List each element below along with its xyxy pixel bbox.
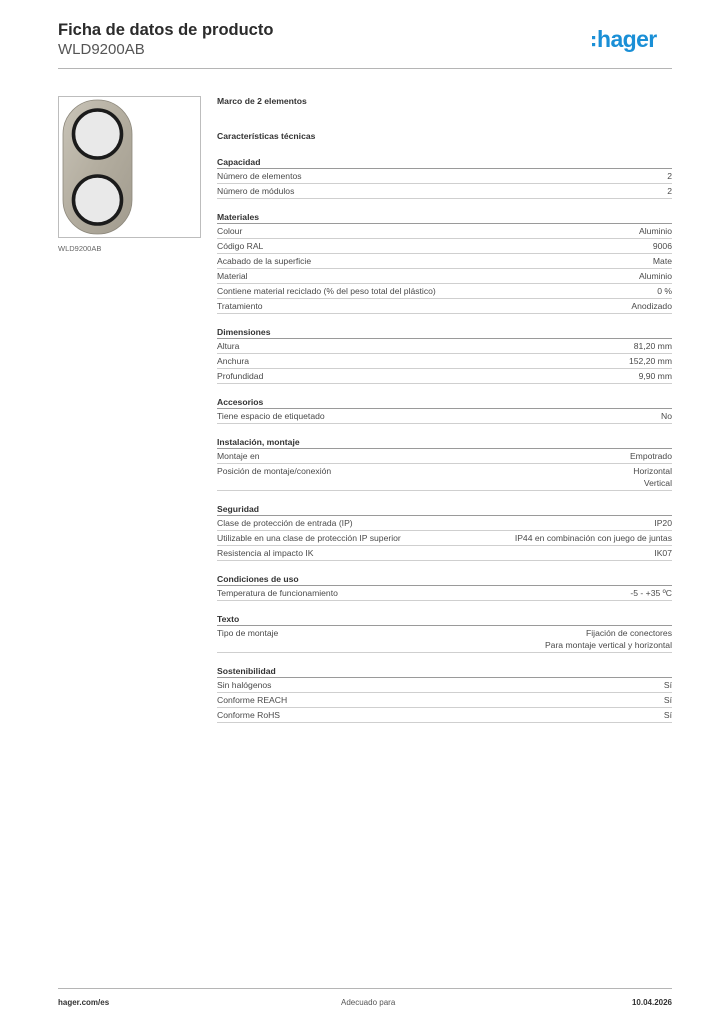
section-title: Sostenibilidad: [217, 665, 672, 678]
section-title: Dimensiones: [217, 326, 672, 339]
spec-value: [667, 185, 672, 197]
spec-value-line: Fijación de conectores: [586, 628, 672, 638]
spec-label: Posición de montaje/conexión: [217, 466, 332, 476]
spec-label: Conforme RoHS: [217, 710, 281, 720]
spec-value-line: Sí: [663, 680, 672, 690]
section-title: Texto: [217, 613, 672, 626]
spec-row: [217, 531, 672, 546]
page-title: Ficha de datos de producto: [58, 21, 274, 39]
spec-value-line: No: [661, 411, 672, 421]
spec-value-line: 9,90 mm: [638, 371, 672, 381]
spec-row: [217, 284, 672, 299]
spec-label: Altura: [217, 341, 240, 351]
spec-label: Material: [217, 271, 248, 281]
spec-row: [217, 239, 672, 254]
spec-value-line: 2: [667, 186, 672, 196]
spec-value: [664, 679, 672, 691]
spec-value: [654, 517, 672, 529]
spec-label: Colour: [217, 226, 243, 236]
spec-label: Sin halógenos: [217, 680, 272, 690]
spec-label: Tratamiento: [217, 301, 263, 311]
spec-row: [217, 254, 672, 269]
spec-value-line: 152,20 mm: [629, 356, 672, 366]
spec-value: [667, 170, 672, 182]
spec-label: Montaje en: [217, 451, 260, 461]
spec-value: [661, 410, 672, 422]
spec-value: [654, 547, 672, 559]
footer-suitable-for: Adecuado para: [341, 998, 396, 1007]
spec-value-line: IP44 en combinación con juego de juntas: [514, 533, 672, 543]
spec-label: Número de módulos: [217, 186, 295, 196]
spec-value: [657, 285, 672, 297]
spec-label: Temperatura de funcionamiento: [217, 588, 338, 598]
spec-value: [631, 300, 672, 312]
spec-row: [217, 299, 672, 314]
spec-value: [515, 532, 672, 544]
spec-value: [545, 627, 672, 651]
spec-row: [217, 693, 672, 708]
spec-row: [217, 516, 672, 531]
product-name: Marco de 2 elementos: [217, 96, 307, 106]
spec-label: Anchura: [217, 356, 250, 366]
spec-value: [639, 370, 672, 382]
section-title: Accesorios: [217, 396, 672, 409]
spec-value: [664, 694, 672, 706]
spec-label: Tipo de montaje: [217, 628, 279, 638]
spec-value-line: Sí: [663, 710, 672, 720]
spec-value: [639, 225, 672, 237]
product-frame-illustration: [59, 97, 200, 237]
spec-label: Utilizable en una clase de protección IP superior: [217, 533, 401, 543]
spec-row: [217, 169, 672, 184]
spec-label: Profundidad: [217, 371, 264, 381]
spec-value-line: Sí: [663, 695, 672, 705]
spec-label: Tiene espacio de etiquetado: [217, 411, 325, 421]
spec-value-line: Aluminio: [639, 226, 672, 236]
product-code: WLD9200AB: [58, 41, 145, 58]
spec-row: [217, 449, 672, 464]
spec-label: Clase de protección de entrada (IP): [217, 518, 353, 528]
spec-label: Contiene material reciclado (% del peso total del plástico): [217, 286, 436, 296]
spec-value: [653, 255, 672, 267]
spec-value: [639, 270, 672, 282]
spec-row: [217, 369, 672, 384]
spec-section: [217, 211, 672, 314]
spec-section: [217, 665, 672, 723]
spec-section: [217, 503, 672, 561]
spec-section: [217, 436, 672, 491]
spec-value-line: 9006: [652, 241, 672, 251]
spec-value-line: IK07: [654, 548, 672, 558]
spec-row: [217, 184, 672, 199]
page-header: [58, 20, 672, 70]
spec-row: [217, 464, 672, 491]
spec-row: [217, 354, 672, 369]
spec-value-line: 81,20 mm: [633, 341, 672, 351]
section-title: Materiales: [217, 211, 672, 224]
spec-content: [217, 95, 672, 723]
spec-row: [217, 708, 672, 723]
footer-divider: [58, 988, 672, 989]
spec-value: [630, 587, 672, 599]
section-title: Seguridad: [217, 503, 672, 516]
spec-row: [217, 224, 672, 239]
hager-logo: [592, 27, 672, 55]
spec-label: Acabado de la superficie: [217, 256, 312, 266]
spec-row: [217, 339, 672, 354]
spec-value: [634, 340, 672, 352]
spec-label: Resistencia al impacto IK: [217, 548, 314, 558]
spec-row: [217, 409, 672, 424]
spec-value-line: Mate: [652, 256, 672, 266]
spec-row: [217, 546, 672, 561]
spec-value-line: 0 %: [657, 286, 672, 296]
spec-value-line: Empotrado: [629, 451, 672, 461]
spec-section: [217, 396, 672, 424]
spec-value: [664, 709, 672, 721]
spec-row: [217, 269, 672, 284]
spec-value-line: 2: [667, 171, 672, 181]
spec-row: [217, 586, 672, 601]
spec-value-line: Horizontal: [633, 466, 672, 476]
spec-value-line: Para montaje vertical y horizontal: [544, 640, 672, 650]
spec-section: [217, 573, 672, 601]
section-title: Condiciones de uso: [217, 573, 672, 586]
spec-label: Código RAL: [217, 241, 264, 251]
product-image: [58, 96, 201, 238]
section-title: Instalación, montaje: [217, 436, 672, 449]
spec-label: Número de elementos: [217, 171, 302, 181]
spec-row: [217, 678, 672, 693]
technical-characteristics-title: Características técnicas: [217, 131, 316, 141]
spec-value-line: Aluminio: [639, 271, 672, 281]
spec-value: [653, 240, 672, 252]
spec-section: [217, 326, 672, 384]
spec-value-line: -5 - +35 ºC: [630, 588, 672, 598]
spec-section: [217, 613, 672, 653]
spec-value-line: Vertical: [643, 478, 672, 488]
spec-section: [217, 156, 672, 199]
header-divider: [58, 68, 672, 69]
footer-website-link[interactable]: hager.com/es: [58, 998, 110, 1007]
footer-date: 10.04.2026: [631, 998, 672, 1007]
spec-row: [217, 626, 672, 653]
logo-text: hager: [597, 27, 657, 52]
spec-value: [630, 450, 672, 462]
spec-value-line: Anodizado: [631, 301, 672, 311]
image-caption: WLD9200AB: [58, 244, 102, 253]
spec-label: Conforme REACH: [217, 695, 288, 705]
spec-value: [629, 355, 672, 367]
spec-value-line: IP20: [654, 518, 672, 528]
spec-value: [633, 465, 672, 489]
section-title: Capacidad: [217, 156, 672, 169]
